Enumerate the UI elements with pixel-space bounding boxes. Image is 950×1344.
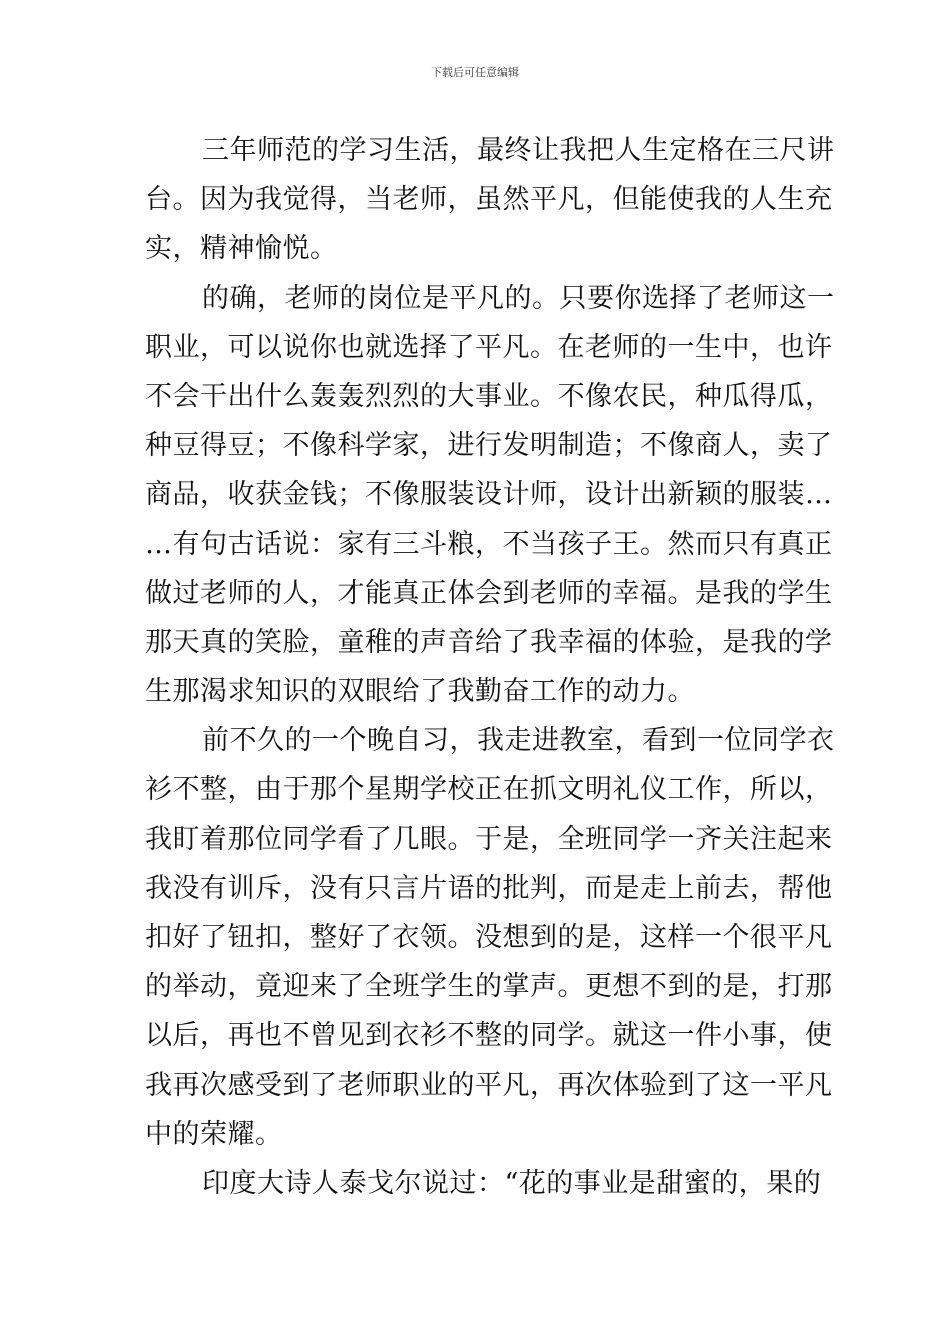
- text-line: 扣好了钮扣，整好了衣领。没想到的是，这样一个很平凡: [145, 922, 833, 953]
- text-line: 的确，老师的岗位是平凡的。只要你选择了老师这一: [202, 282, 835, 314]
- text-line: 不会干出什么轰轰烈烈的大事业。不像农民，种瓜得瓜，: [145, 380, 833, 412]
- text-line: 职业，可以说你也就选择了平凡。在老师的一生中，也许: [145, 331, 833, 363]
- text-line: 衫不整，由于那个星期学校正在抓文明礼仪工作，所以，: [145, 774, 833, 806]
- text-line: 我再次感受到了老师职业的平凡，再次体验到了这一平凡: [145, 1069, 833, 1101]
- text-line: …有句古话说：家有三斗粮，不当孩子王。然而只有真正: [145, 528, 833, 560]
- document-body: [145, 126, 835, 1208]
- text-line: 的举动，竟迎来了全班学生的掌声。更想不到的是，打那: [145, 971, 833, 1003]
- text-line: 台。因为我觉得，当老师，虽然平凡，但能使我的人生充: [145, 184, 833, 216]
- page-header: 下载后可任意编辑: [431, 66, 519, 79]
- text-line: 中的荣耀。: [145, 1118, 283, 1150]
- text-line: 印度大诗人泰戈尔说过：“花的事业是甜蜜的，果的: [202, 1167, 822, 1199]
- text-line: 那天真的笑脸，童稚的声音给了我幸福的体验，是我的学: [145, 626, 833, 658]
- text-line: 商品，收获金钱；不像服装设计师，设计出新颖的服装…: [145, 479, 833, 511]
- text-line: 实，精神愉悦。: [145, 233, 338, 265]
- text-line: 做过老师的人，才能真正体会到老师的幸福。是我的学生: [145, 577, 833, 609]
- text-line: 我没有训斥，没有只言片语的批判，而是走上前去，帮他: [145, 872, 833, 904]
- text-line: 以后，再也不曾见到衣衫不整的同学。就这一件小事，使: [145, 1020, 833, 1052]
- text-line: 我盯着那位同学看了几眼。于是，全班同学一齐关注起来: [145, 823, 833, 855]
- text-line: 种豆得豆；不像科学家，进行发明制造；不像商人，卖了: [145, 430, 833, 462]
- text-line: 生那渴求知识的双眼给了我勤奋工作的动力。: [145, 676, 695, 708]
- text-line: 前不久的一个晚自习，我走进教室，看到一位同学衣: [202, 725, 835, 757]
- text-line: 三年师范的学习生活，最终让我把人生定格在三尺讲: [202, 135, 835, 166]
